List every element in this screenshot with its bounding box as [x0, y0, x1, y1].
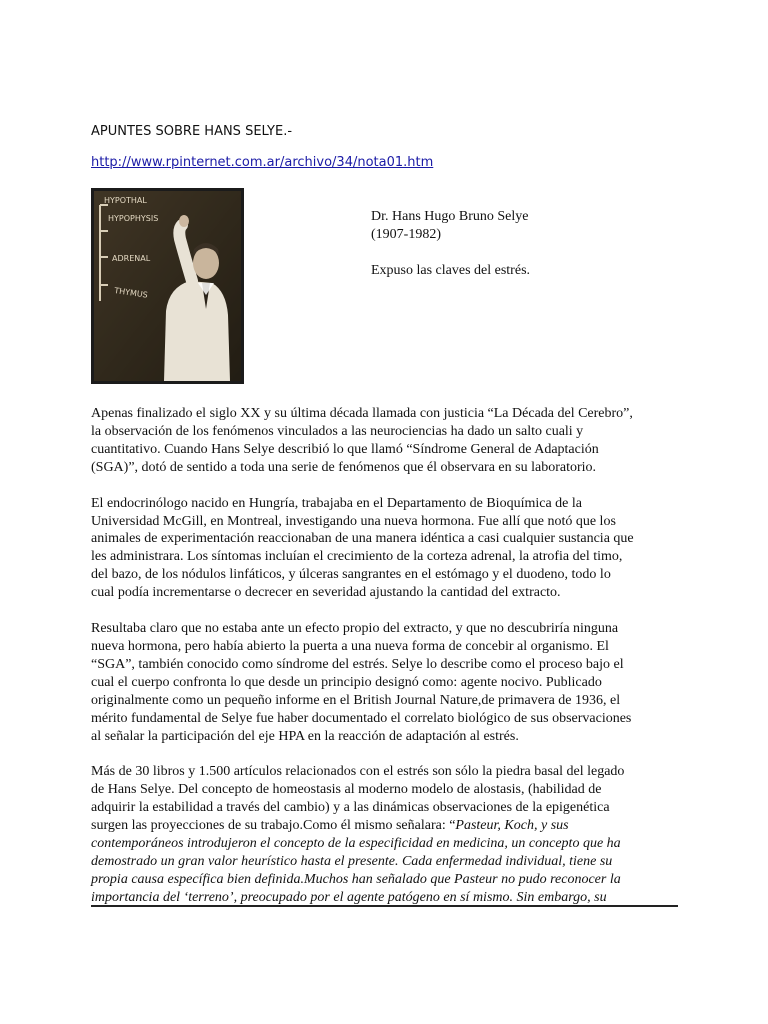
- text-line: [91, 817, 683, 835]
- text-line: Resultaba claro que no estaba ante un efecto propio del extracto, y que no descubriría ninguna: [91, 621, 619, 637]
- quote-line: importancia del ‘terreno’, preocupado por el agente patógeno en sí mismo. Sin embargo, su: [91, 889, 607, 905]
- caption-years: (1907-1982): [371, 227, 441, 242]
- paragraph: [91, 495, 683, 602]
- document-title: APUNTES SOBRE HANS SELYE.-: [91, 124, 293, 139]
- text-line: cual el cuerpo confronta lo que desde un principio designó como: agente nocivo. Publicado: [91, 674, 602, 690]
- text-line: la observación de los fenómenos vinculados a las neurociencias ha dado un salto cuali y: [91, 423, 584, 439]
- text-line: El endocrinólogo nacido en Hungría, trabajaba en el Departamento de Bioquímica de la: [91, 495, 582, 511]
- caption-name: Dr. Hans Hugo Bruno Selye: [371, 209, 529, 224]
- text-line: cuantitativo. Cuando Hans Selye describió lo que llamó “Síndrome General de Adaptación: [91, 441, 599, 457]
- article-body: [91, 405, 683, 925]
- text-line: “SGA”, también conocido como síndrome del estrés. Selye lo describe como el proceso bajo el: [91, 656, 624, 672]
- text-line: (SGA)”, dotó de sentido a toda una serie de fenómenos que él observara en su laboratorio.: [91, 459, 597, 475]
- board-label: ADRENAL: [112, 254, 151, 263]
- paragraph: [91, 405, 683, 477]
- text-line: Más de 30 libros y 1.500 artículos relacionados con el estrés son sólo la piedra basal del legado: [91, 764, 625, 780]
- text-line: adquirir la estabilidad a través del cambio) y a las dinámicas observaciones de la epigenética: [91, 800, 610, 816]
- text-line: animales de experimentación reaccionaban de una manera idéntica a casi cualquier sustancia que: [91, 531, 634, 547]
- hans-selye-photo: [91, 188, 244, 384]
- quote-segment: Pasteur, Koch, y sus: [455, 818, 569, 834]
- quote-line: contemporáneos introdujeron el concepto de la especificidad en medicina, un concepto que ha: [91, 836, 621, 852]
- paragraph: [91, 763, 683, 906]
- text-line: mérito fundamental de Selye fue haber documentado el correlato biológico de sus observaciones: [91, 710, 632, 726]
- text-line: Universidad McGill, en Montreal, investigando una nueva hormona. Fue allí que notó que los: [91, 513, 616, 529]
- text-segment: surgen las proyecciones de su trabajo.Como él mismo señalara: “: [91, 818, 456, 834]
- text-line: originalmente como un pequeño informe en el British Journal Nature,de primavera de 1936, el: [91, 692, 621, 708]
- page-divider: [91, 905, 678, 907]
- text-line: les administrara. Los síntomas incluían el crecimiento de la corteza adrenal, la atrofia del timo,: [91, 549, 623, 565]
- text-line: cual podía incrementarse o decrecer en severidad ajustando la cantidad del extracto.: [91, 585, 561, 601]
- paragraph: [91, 620, 683, 745]
- caption-summary: Expuso las claves del estrés.: [371, 263, 531, 278]
- text-line: Apenas finalizado el siglo XX y su última década llamada con justicia “La Década del Cerebro”,: [91, 406, 633, 421]
- source-link[interactable]: http://www.rpinternet.com.ar/archivo/34/nota01.htm: [91, 155, 434, 170]
- text-line: de Hans Selye. Del concepto de homeostasis al moderno modelo de alostasis, (habilidad de: [91, 782, 602, 798]
- quote-line: propia causa específica bien definida.Muchos han señalado que Pasteur no pudo reconocer la: [91, 871, 621, 887]
- text-line: al señalar la participación del eje HPA en la reacción de adaptación al estrés.: [91, 728, 519, 744]
- board-label: HYPOTHAL: [104, 196, 147, 205]
- board-label: HYPOPHYSIS: [108, 214, 159, 223]
- board-label: THYMUS: [113, 286, 149, 300]
- text-line: nueva hormona, pero había abierto la puerta a una nueva forma de concebir al organismo. El: [91, 638, 609, 654]
- text-line: del bazo, de los nódulos linfáticos, y úlceras sangrantes en el estómago y el duodeno, todo lo: [91, 567, 611, 583]
- photo-caption: [371, 208, 530, 280]
- quote-line: demostrado un gran valor heurístico hasta el presente. Cada enfermedad individual, tiene su: [91, 853, 613, 869]
